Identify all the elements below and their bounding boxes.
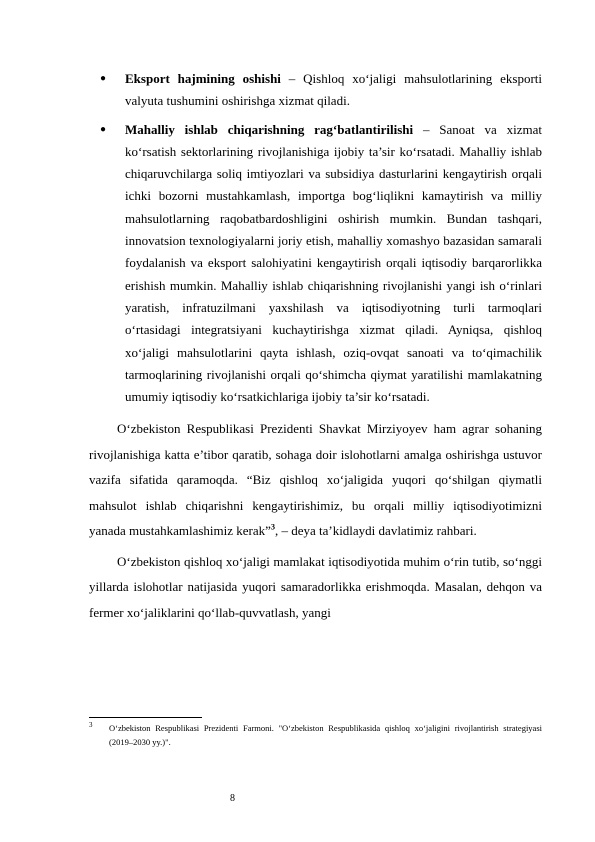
bullet-icon: ●	[100, 73, 107, 84]
paragraph-agriculture	[89, 549, 542, 626]
paragraph-text: O‘zbekiston qishloq xo‘jaligi mamlakat iqtisodiyotida muhim o‘rin tutib, so‘nggi yillarda islohotlar natijasida yuqori samaradorlikka erishmoqda. Masalan, dehqon va fermer xo‘jaliklarini qo‘llab-quvvatlash, yangi	[89, 553, 542, 620]
paragraph-president-quote	[89, 416, 542, 544]
footnote-mark: 3	[89, 721, 93, 729]
bullet-list	[89, 68, 542, 408]
footnote-reference[interactable]: 3	[270, 523, 275, 533]
bullet-term: Mahalliy ishlab chiqarishning rag‘batlantirilishi	[125, 121, 414, 137]
footnote-text: O‘zbekiston Respublikasi Prezidenti Farmoni. "O‘zbekiston Respublikasida qishloq xo‘jaligini rivojlantirish strategiyasi (2019–2030 yy.)".	[109, 723, 542, 747]
main-content	[89, 68, 542, 625]
bullet-text: – Qishloq xo‘jaligi mahsulotlarining eksporti valyuta tushumini oshirishga xizmat qiladi.	[125, 71, 542, 109]
bullet-term: Eksport hajmining oshishi	[125, 71, 281, 86]
page-number: 8	[230, 793, 235, 804]
paragraph-text: O‘zbekiston Respublikasi Prezidenti Shavkat Mirziyoyev ham agrar sohaning rivojlanishiga katta e’tibor qaratib, sohaga doir islohotlarni amalga oshirishga ustuvor vazifa sifatida qaramoqda. “Biz qishloq xo‘jaligida yuqori qo‘shilgan qiymatli mahsulot ishlab chiqarishni kengaytirishimiz, bu orqali milliy iqtisodiyotimizni yanada mustahkamlashimiz kerak”	[89, 421, 542, 539]
bullet-icon: ●	[100, 123, 107, 135]
bullet-text: – Sanoat va xizmat ko‘rsatish sektorlarining rivojlanishiga ijobiy ta’sir ko‘rsatadi. Mahalliy ishlab chiqaruvchilarga soliq imtiyozlari va subsidiya dasturlarini kengaytirish orqali ichki bozorni mustahkamlash, importga bog‘liqlikni kamaytirish va milliy mahsulotlarning raqobatbardoshligini oshirish mumkin. Bundan tashqari, innovatsion texnologiyalarni joriy etish, mahalliy xomashyo bazasidan samarali foydalanish va eksport salohiyatini kengaytirish orqali iqtisodiy barqarorlikka erishish mumkin. Mahalliy ishlab chiqarishning rivojlanishi yangi ish o‘rinlari yaratish, infratuzilmani yaxshilash va iqtisodiyotning turli tarmoqlari o‘rtasidagi integratsiyani kuchaytirishga xizmat qiladi. Ayniqsa, qishloq xo‘jaligi mahsulotlarini qayta ishlash, oziq-ovqat sanoati va to‘qimachilik tarmoqlarining rivojlanishi orqali qo‘shimcha qiymat yaratilishi mamlakatning umumiy iqtisodiy ko‘rsatkichlariga ijobiy ta’sir ko‘rsatadi.	[125, 121, 542, 405]
footnote-divider	[89, 717, 202, 718]
paragraph-text-end: , – deya ta’kidlaydi davlatimiz rahbari.	[274, 523, 477, 539]
bullet-item-export	[89, 68, 542, 113]
bullet-item-local-production	[89, 119, 542, 409]
footnote	[89, 721, 542, 749]
